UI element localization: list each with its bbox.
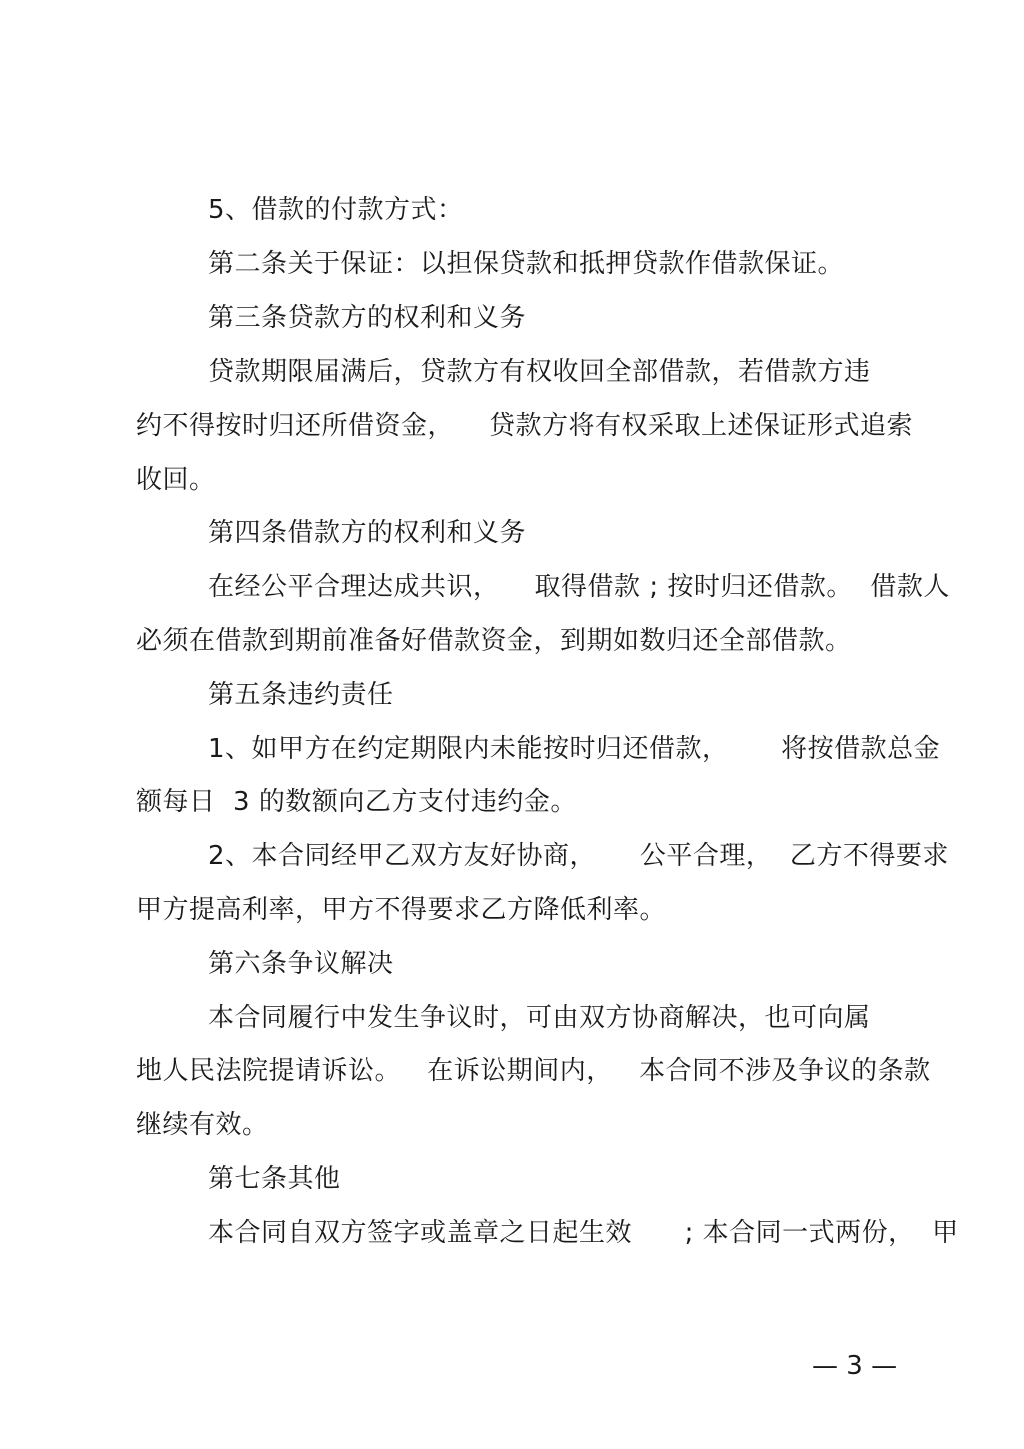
article-3-heading: 第三条贷款方的权利和义务 <box>208 303 527 333</box>
article-5-item-1-line-2: 额每日 3 的数额向乙方支付违约金。 <box>136 787 577 817</box>
article-5-item-2-line-2: 甲方提高利率，甲方不得要求乙方降低利率。 <box>136 895 667 925</box>
article-7-text-line-1: 本合同自双方签字或盖章之日起生效 ; 本合同一式两份， 甲 <box>208 1218 959 1248</box>
article-6-text-line-2: 地人民法院提请诉讼。 在诉讼期间内， 本合同不涉及争议的条款 <box>136 1056 931 1086</box>
article-5-item-2-line-1: 2、本合同经甲乙双方友好协商， 公平合理， 乙方不得要求 <box>208 841 949 871</box>
clause-item-5-payment: 5、借款的付款方式： <box>208 195 464 225</box>
article-6-text-line-1: 本合同履行中发生争议时，可由双方协商解决，也可向属 <box>208 1003 871 1033</box>
article-5-heading: 第五条违约责任 <box>208 680 394 710</box>
article-7-heading: 第七条其他 <box>208 1164 341 1194</box>
article-4-text-line-1: 在经公平合理达成共识， 取得借款 ; 按时归还借款。 借款人 <box>208 572 950 602</box>
article-4-text-line-2: 必须在借款到期前准备好借款资金，到期如数归还全部借款。 <box>136 626 852 656</box>
article-3-text-line-2: 约不得按时归还所借资金， 贷款方将有权采取上述保证形式追索 <box>136 411 914 441</box>
article-6-text-line-3: 继续有效。 <box>136 1110 269 1140</box>
article-6-heading: 第六条争议解决 <box>208 949 394 979</box>
article-4-heading: 第四条借款方的权利和义务 <box>208 518 527 548</box>
article-5-item-1-line-1: 1、如甲方在约定期限内未能按时归还借款， 将按借款总金 <box>208 734 941 764</box>
article-2-guarantee: 第二条关于保证：以担保贷款和抵押贷款作借款保证。 <box>208 249 845 279</box>
page-number: — 3 — <box>812 1351 898 1381</box>
article-3-text-line-3: 收回。 <box>136 465 216 495</box>
article-3-text-line-1: 贷款期限届满后，贷款方有权收回全部借款，若借款方违 <box>208 357 871 387</box>
